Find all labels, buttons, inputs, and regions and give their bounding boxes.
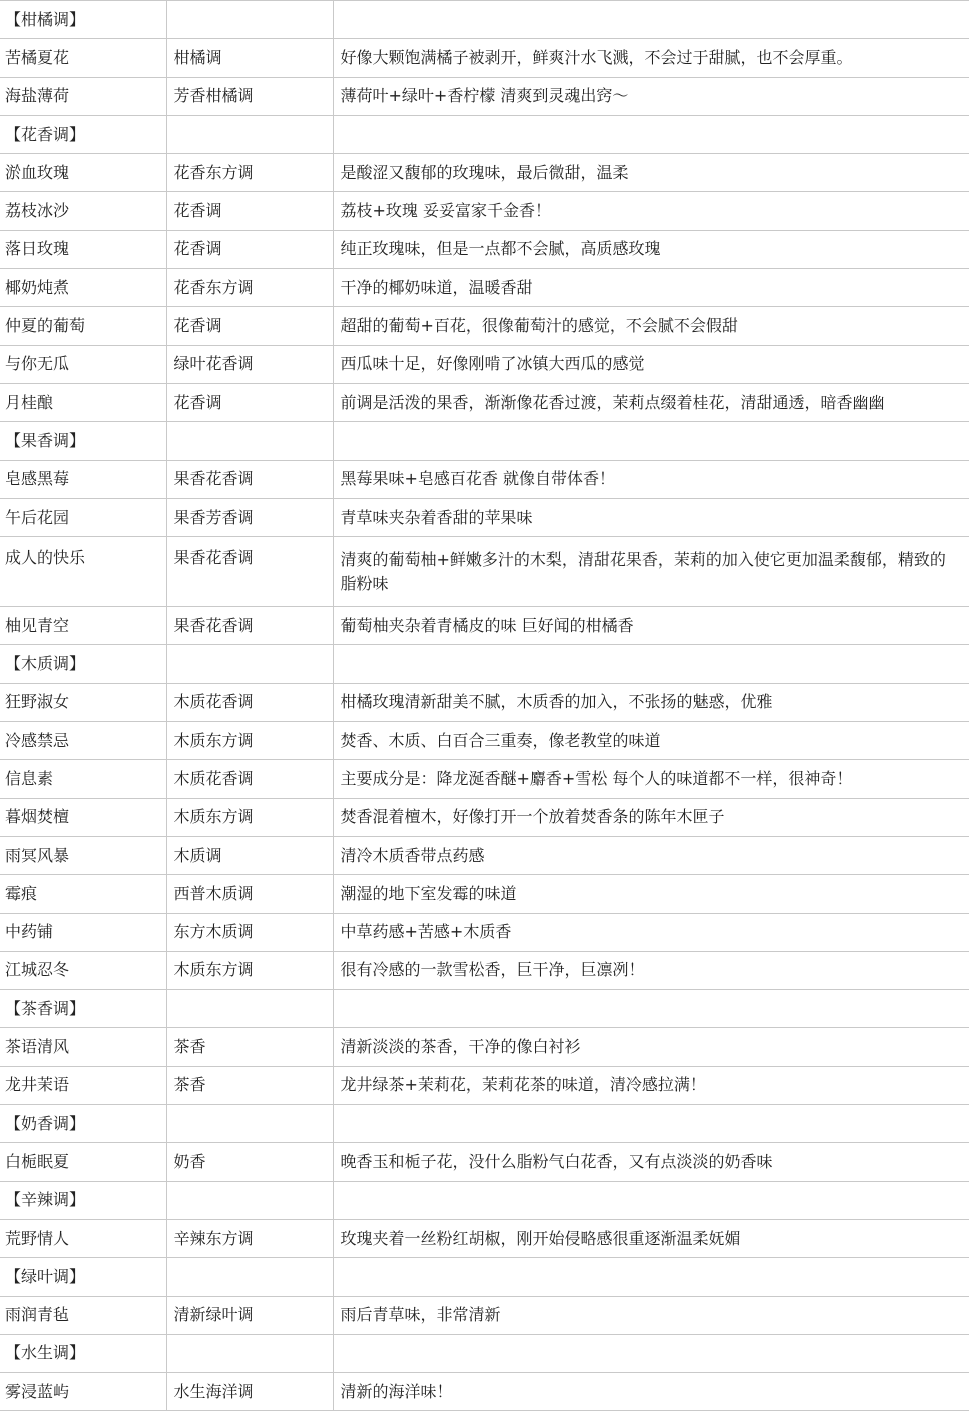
section-header-row — [0, 990, 969, 1028]
fragrance-description-cell: 清新淡淡的茶香，干净的像白衬衫 — [333, 1028, 969, 1066]
fragrance-description-cell: 是酸涩又馥郁的玫瑰味，最后微甜，温柔 — [333, 154, 969, 192]
section-header-row — [0, 1334, 969, 1372]
fragrance-description-cell — [333, 1, 969, 39]
fragrance-name-cell: 皂感黑莓 — [0, 460, 166, 498]
section-header-row — [0, 645, 969, 683]
fragrance-type-cell — [166, 115, 333, 153]
fragrance-type-cell: 芳香柑橘调 — [166, 77, 333, 115]
fragrance-type-cell — [166, 1334, 333, 1372]
fragrance-type-cell: 茶香 — [166, 1028, 333, 1066]
fragrance-type-cell: 花香调 — [166, 192, 333, 230]
fragrance-type-cell: 辛辣东方调 — [166, 1219, 333, 1257]
fragrance-description-cell: 葡萄柚夹杂着青橘皮的味 巨好闻的柑橘香 — [333, 607, 969, 645]
table-row — [0, 683, 969, 721]
section-header-row — [0, 422, 969, 460]
table-row — [0, 39, 969, 77]
fragrance-name-cell: 狂野淑女 — [0, 683, 166, 721]
table-row — [0, 307, 969, 345]
fragrance-description-cell: 西瓜味十足，好像刚啃了冰镇大西瓜的感觉 — [333, 345, 969, 383]
fragrance-description-cell: 纯正玫瑰味，但是一点都不会腻，高质感玫瑰 — [333, 230, 969, 268]
fragrance-type-cell: 花香调 — [166, 307, 333, 345]
fragrance-description-cell — [333, 645, 969, 683]
fragrance-description-cell — [333, 1105, 969, 1143]
table-row — [0, 77, 969, 115]
fragrance-description-cell — [333, 1334, 969, 1372]
fragrance-name-cell: 成人的快乐 — [0, 537, 166, 607]
fragrance-description-cell: 很有冷感的一款雪松香，巨干净，巨凛冽！ — [333, 951, 969, 989]
fragrance-name-cell: 柚见青空 — [0, 607, 166, 645]
fragrance-type-cell: 绿叶花香调 — [166, 345, 333, 383]
table-row — [0, 875, 969, 913]
table-row — [0, 230, 969, 268]
fragrance-name-cell: 月桂酿 — [0, 383, 166, 421]
table-row — [0, 383, 969, 421]
fragrance-description-cell: 超甜的葡萄+百花，很像葡萄汁的感觉，不会腻不会假甜 — [333, 307, 969, 345]
fragrance-description-cell: 青草味夹杂着香甜的苹果味 — [333, 498, 969, 536]
fragrance-type-cell: 东方木质调 — [166, 913, 333, 951]
fragrance-description-cell: 清爽的葡萄柚+鲜嫩多汁的木梨，清甜花果香，茉莉的加入使它更加温柔馥郁，精致的脂粉味 — [333, 537, 969, 607]
fragrance-name-cell: 海盐薄荷 — [0, 77, 166, 115]
fragrance-description-cell: 晚香玉和栀子花，没什么脂粉气白花香，又有点淡淡的奶香味 — [333, 1143, 969, 1181]
fragrance-description-cell: 柑橘玫瑰清新甜美不腻，木质香的加入，不张扬的魅惑，优雅 — [333, 683, 969, 721]
fragrance-type-cell: 花香调 — [166, 383, 333, 421]
section-header-row — [0, 1258, 969, 1296]
fragrance-type-cell: 果香花香调 — [166, 460, 333, 498]
fragrance-type-cell: 西普木质调 — [166, 875, 333, 913]
fragrance-name-cell: 荔枝冰沙 — [0, 192, 166, 230]
fragrance-type-cell: 水生海洋调 — [166, 1373, 333, 1411]
fragrance-name-cell: 冷感禁忌 — [0, 722, 166, 760]
fragrance-description-cell — [333, 115, 969, 153]
fragrance-name-cell: 雾浸蓝屿 — [0, 1373, 166, 1411]
section-title-cell: 【绿叶调】 — [0, 1258, 166, 1296]
fragrance-type-cell — [166, 1258, 333, 1296]
section-header-row — [0, 115, 969, 153]
fragrance-type-cell — [166, 1181, 333, 1219]
fragrance-type-cell — [166, 1, 333, 39]
table-row — [0, 154, 969, 192]
fragrance-name-cell: 霉痕 — [0, 875, 166, 913]
fragrance-description-cell: 中草药感+苦感+木质香 — [333, 913, 969, 951]
fragrance-description-cell: 雨后青草味，非常清新 — [333, 1296, 969, 1334]
section-title-cell: 【木质调】 — [0, 645, 166, 683]
table-row — [0, 1373, 969, 1411]
fragrance-type-cell: 木质东方调 — [166, 951, 333, 989]
fragrance-type-cell: 果香芳香调 — [166, 498, 333, 536]
fragrance-type-cell — [166, 422, 333, 460]
table-row — [0, 607, 969, 645]
section-header-row — [0, 1, 969, 39]
fragrance-type-cell: 柑橘调 — [166, 39, 333, 77]
fragrance-type-cell: 花香调 — [166, 230, 333, 268]
fragrance-type-cell — [166, 645, 333, 683]
fragrance-type-cell: 木质东方调 — [166, 798, 333, 836]
table-row — [0, 269, 969, 307]
fragrance-description-cell: 薄荷叶+绿叶+香柠檬 清爽到灵魂出窍～ — [333, 77, 969, 115]
fragrance-description-cell: 主要成分是：降龙涎香醚+麝香+雪松 每个人的味道都不一样，很神奇！ — [333, 760, 969, 798]
fragrance-type-cell: 木质花香调 — [166, 683, 333, 721]
section-title-cell: 【果香调】 — [0, 422, 166, 460]
fragrance-description-cell: 焚香、木质、白百合三重奏，像老教堂的味道 — [333, 722, 969, 760]
section-title-cell: 【水生调】 — [0, 1334, 166, 1372]
table-row — [0, 951, 969, 989]
fragrance-name-cell: 茶语清风 — [0, 1028, 166, 1066]
table-row — [0, 345, 969, 383]
table-row — [0, 192, 969, 230]
table-row — [0, 1296, 969, 1334]
fragrance-description-cell: 前调是活泼的果香，渐渐像花香过渡，茉莉点缀着桂花，清甜通透，暗香幽幽 — [333, 383, 969, 421]
fragrance-type-cell: 木质东方调 — [166, 722, 333, 760]
fragrance-description-cell: 干净的椰奶味道，温暖香甜 — [333, 269, 969, 307]
section-title-cell: 【茶香调】 — [0, 990, 166, 1028]
fragrance-name-cell: 江城忍冬 — [0, 951, 166, 989]
table-row — [0, 460, 969, 498]
fragrance-name-cell: 落日玫瑰 — [0, 230, 166, 268]
fragrance-name-cell: 白栀眠夏 — [0, 1143, 166, 1181]
section-header-row — [0, 1105, 969, 1143]
fragrance-name-cell: 暮烟焚檀 — [0, 798, 166, 836]
fragrance-description-cell — [333, 990, 969, 1028]
section-title-cell: 【奶香调】 — [0, 1105, 166, 1143]
table-row — [0, 760, 969, 798]
table-row — [0, 1219, 969, 1257]
fragrance-description-cell: 黑莓果味+皂感百花香 就像自带体香！ — [333, 460, 969, 498]
table-row — [0, 836, 969, 874]
fragrance-description-cell: 焚香混着檀木，好像打开一个放着焚香条的陈年木匣子 — [333, 798, 969, 836]
table-row — [0, 1066, 969, 1104]
fragrance-type-cell: 木质花香调 — [166, 760, 333, 798]
fragrance-description-cell — [333, 1258, 969, 1296]
fragrance-description-cell: 好像大颗饱满橘子被剥开，鲜爽汁水飞溅，不会过于甜腻，也不会厚重。 — [333, 39, 969, 77]
fragrance-name-cell: 雨冥风暴 — [0, 836, 166, 874]
fragrance-description-cell — [333, 422, 969, 460]
fragrance-name-cell: 信息素 — [0, 760, 166, 798]
section-header-row — [0, 1181, 969, 1219]
fragrance-description-cell: 荔枝+玫瑰 妥妥富家千金香！ — [333, 192, 969, 230]
fragrance-description-cell: 清冷木质香带点药感 — [333, 836, 969, 874]
fragrance-name-cell: 中药铺 — [0, 913, 166, 951]
fragrance-name-cell: 雨润青毡 — [0, 1296, 166, 1334]
table-row — [0, 498, 969, 536]
fragrance-type-cell: 花香东方调 — [166, 269, 333, 307]
fragrance-name-cell: 苦橘夏花 — [0, 39, 166, 77]
fragrance-description-cell: 潮湿的地下室发霉的味道 — [333, 875, 969, 913]
section-title-cell: 【花香调】 — [0, 115, 166, 153]
fragrance-type-cell: 果香花香调 — [166, 537, 333, 607]
fragrance-name-cell: 仲夏的葡萄 — [0, 307, 166, 345]
table-row — [0, 798, 969, 836]
fragrance-type-cell: 花香东方调 — [166, 154, 333, 192]
fragrance-type-cell — [166, 990, 333, 1028]
fragrance-name-cell: 与你无瓜 — [0, 345, 166, 383]
fragrance-type-cell: 奶香 — [166, 1143, 333, 1181]
fragrance-type-cell: 清新绿叶调 — [166, 1296, 333, 1334]
fragrance-name-cell: 椰奶炖煮 — [0, 269, 166, 307]
table-row — [0, 1143, 969, 1181]
fragrance-type-cell: 果香花香调 — [166, 607, 333, 645]
fragrance-table-body — [0, 1, 969, 1411]
fragrance-type-cell: 茶香 — [166, 1066, 333, 1104]
section-title-cell: 【辛辣调】 — [0, 1181, 166, 1219]
fragrance-description-cell — [333, 1181, 969, 1219]
fragrance-description-cell: 清新的海洋味！ — [333, 1373, 969, 1411]
fragrance-name-cell: 龙井茉语 — [0, 1066, 166, 1104]
table-row — [0, 1028, 969, 1066]
table-row — [0, 913, 969, 951]
fragrance-name-cell: 淤血玫瑰 — [0, 154, 166, 192]
fragrance-name-cell: 午后花园 — [0, 498, 166, 536]
section-title-cell: 【柑橘调】 — [0, 1, 166, 39]
fragrance-type-cell: 木质调 — [166, 836, 333, 874]
table-row — [0, 722, 969, 760]
fragrance-description-cell: 龙井绿茶+茉莉花，茉莉花茶的味道，清冷感拉满！ — [333, 1066, 969, 1104]
table-row — [0, 537, 969, 607]
fragrance-description-cell: 玫瑰夹着一丝粉红胡椒，刚开始侵略感很重逐渐温柔妩媚 — [333, 1219, 969, 1257]
fragrance-type-cell — [166, 1105, 333, 1143]
fragrance-name-cell: 荒野情人 — [0, 1219, 166, 1257]
